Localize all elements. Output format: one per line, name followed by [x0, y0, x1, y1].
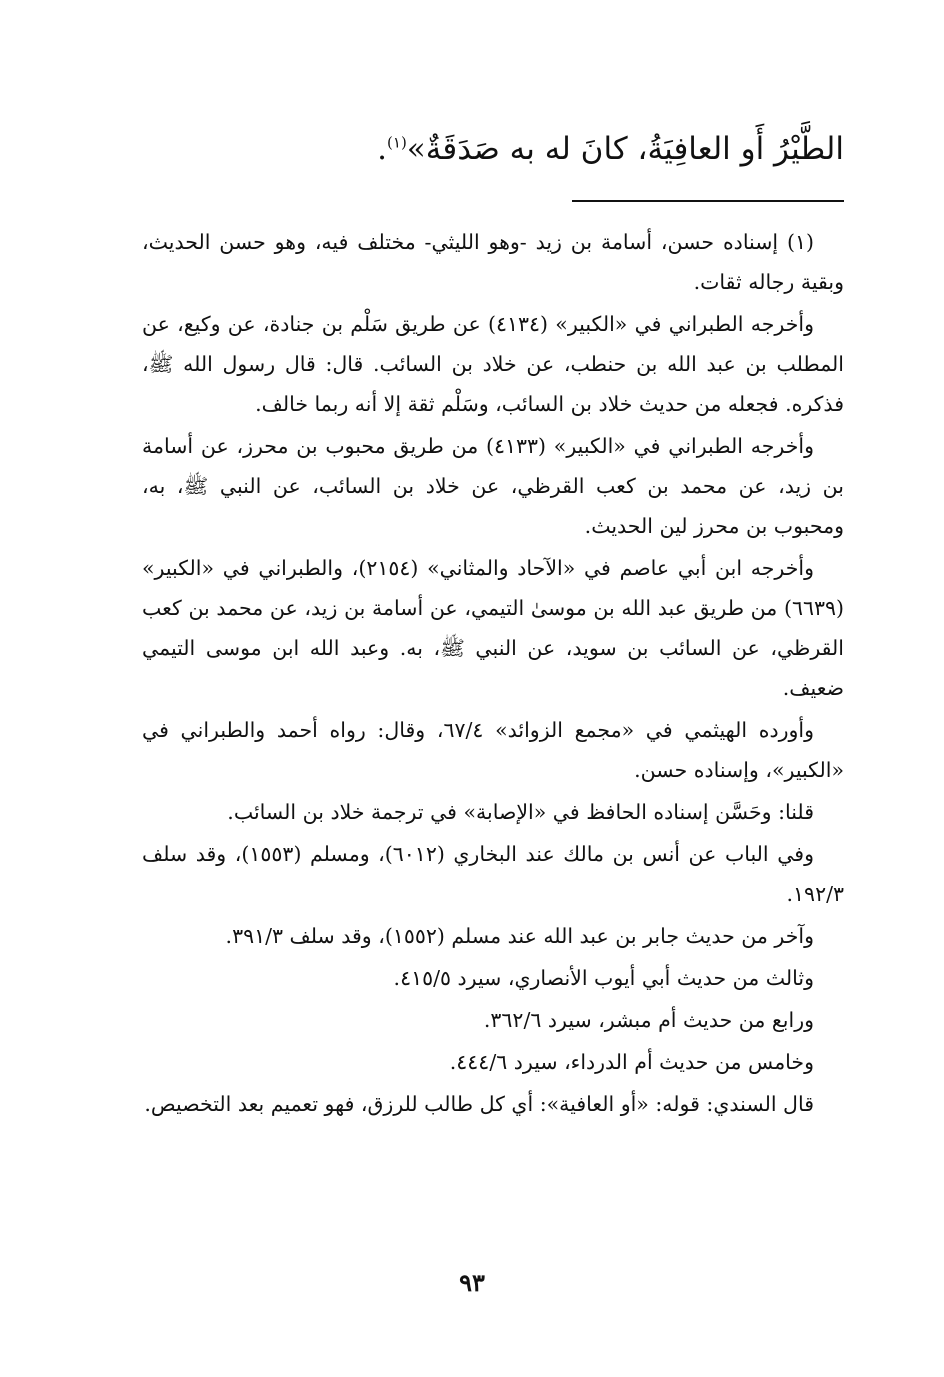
footnotes-section	[142, 222, 844, 1126]
footnote-paragraph: وأخرجه الطبراني في «الكبير» (٤١٣٣) من طريق محبوب بن محرز، عن أسامة بن زيد، عن محمد بن كعب القرظي، عن خلاد بن السائب، عن النبي ﷺ، به، ومحبوب بن محرز لين الحديث.	[142, 434, 844, 538]
footnote-separator	[572, 200, 844, 202]
footnote-paragraph: وثالث من حديث أبي أيوب الأنصاري، سيرد ٤١٥/٥.	[393, 966, 814, 990]
footnote-paragraph: وخامس من حديث أم الدرداء، سيرد ٤٤٤/٦.	[449, 1050, 814, 1074]
footnote-paragraph: وأخرجه ابن أبي عاصم في «الآحاد والمثاني» (٢١٥٤)، والطبراني في «الكبير» (٦٦٣٩) من طريق عبد الله بن موسىٰ التيمي، عن أسامة بن زيد، عن محمد بن كعب القرظي، عن السائب بن سويد، عن النبي ﷺ، به. وعبد الله ابن موسى التيمي ضعيف.	[142, 556, 844, 700]
main-text-end: .	[377, 131, 388, 167]
footnote-paragraph: وآخر من حديث جابر بن عبد الله عند مسلم (١٥٥٢)، وقد سلف ٣٩١/٣.	[225, 924, 814, 948]
main-text-line	[124, 128, 844, 171]
footnote-paragraph: وأخرجه الطبراني في «الكبير» (٤١٣٤) عن طريق سَلْم بن جنادة، عن وكيع، عن المطلب بن عبد الله بن حنطب، عن خلاد بن السائب. قال: قال رسول الله ﷺ، فذكره. فجعله من حديث خلاد بن السائب، وسَلْم ثقة إلا أنه ربما خالف.	[142, 312, 844, 416]
footnote-paragraph: وفي الباب عن أنس بن مالك عند البخاري (٦٠١٢)، ومسلم (١٥٥٣)، وقد سلف ١٩٢/٣.	[142, 842, 844, 906]
footnote-paragraph: (١) إسناده حسن، أسامة بن زيد -وهو الليثي- مختلف فيه، وهو حسن الحديث، وبقية رجاله ثقات.	[142, 230, 844, 294]
footnote-reference: (١)	[387, 133, 407, 152]
footnote-paragraph: قال السندي: قوله: «أو العافية»: أي كل طالب للرزق، فهو تعميم بعد التخصيص.	[144, 1092, 814, 1116]
footnote-paragraph: وأورده الهيثمي في «مجمع الزوائد» ٦٧/٤، وقال: رواه أحمد والطبراني في «الكبير»، وإسناده حسن.	[142, 718, 844, 782]
footnote-paragraph: قلنا: وحَسَّن إسناده الحافظ في «الإصابة» في ترجمة خلاد بن السائب.	[227, 800, 814, 824]
page-number: ٩٣	[459, 1268, 485, 1297]
main-text: الطَّيْرُ أَو العافِيَةُ، كانَ له به صَدَقَةٌ»	[406, 131, 844, 167]
footnote-paragraph: ورابع من حديث أم مبشر، سيرد ٣٦٢/٦.	[483, 1008, 814, 1032]
